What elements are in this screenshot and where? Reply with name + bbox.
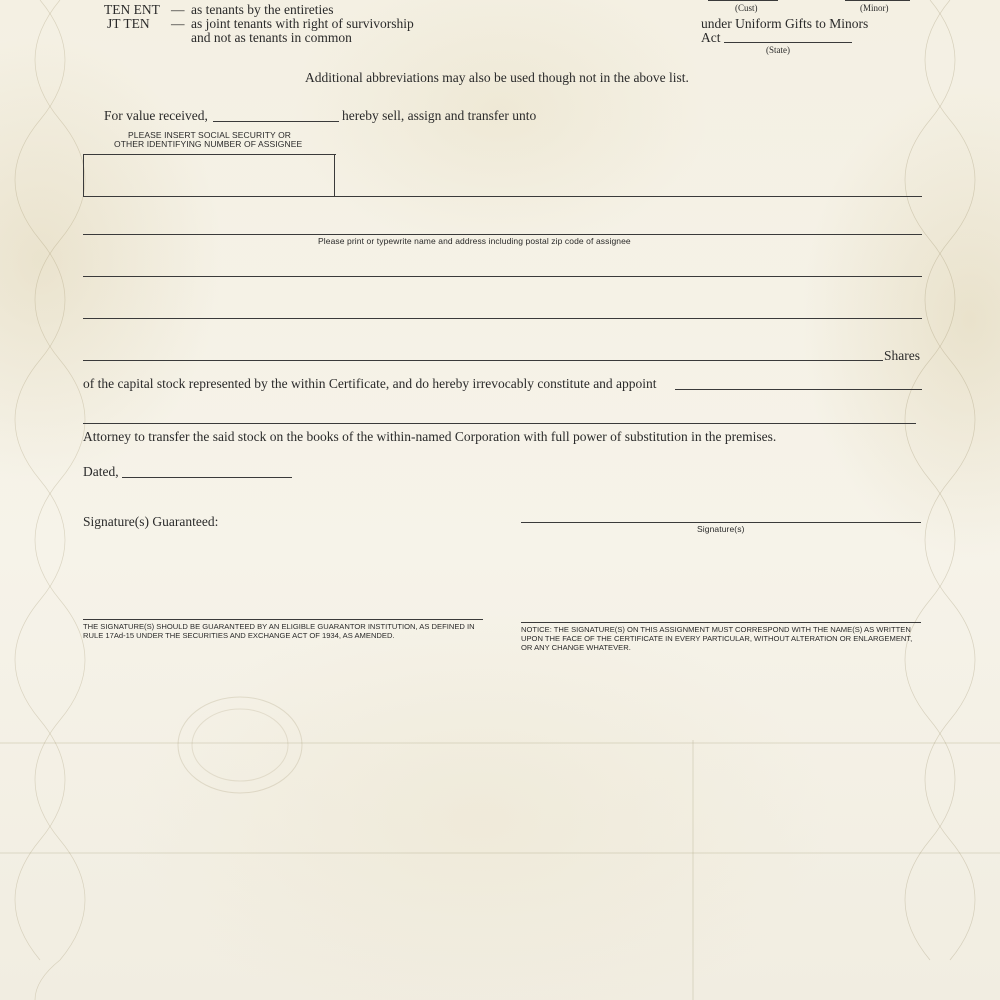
- ssn-input-box-right: [334, 154, 335, 196]
- guarantor-notice: THE SIGNATURE(S) SHOULD BE GUARANTEED BY AN ELIGIBLE GUARANTOR INSTITUTION, AS DEFINED IN RULE 17Ad-15 UNDER THE SECURITIES AND EXCHANGE ACT OF 1934, AS AMENDED.: [83, 622, 475, 640]
- guilloche-ornament-left: [0, 0, 120, 1000]
- attorney-line-2[interactable]: [83, 423, 916, 424]
- ssn-caption-line2: OTHER IDENTIFYING NUMBER OF ASSIGNEE: [114, 139, 303, 149]
- jt-ten-description: as joint tenants with right of survivorship: [191, 16, 414, 31]
- cust-line: [708, 0, 778, 1]
- assignee-line-2[interactable]: [83, 234, 922, 235]
- dated-label: Dated,: [83, 464, 119, 479]
- attorney-text: Attorney to transfer the said stock on the books of the within-named Corporation with full power of substitution in the premises.: [83, 429, 777, 444]
- guarantor-rule: [83, 619, 483, 620]
- value-received-label: For value received,: [104, 108, 208, 123]
- seller-name-line[interactable]: [213, 121, 339, 122]
- ten-ent-description: as tenants by the entireties: [191, 2, 334, 17]
- shares-label: Shares: [884, 348, 920, 363]
- attorney-name-line[interactable]: [675, 389, 922, 390]
- correspond-notice: NOTICE: THE SIGNATURE(S) ON THIS ASSIGNMENT MUST CORRESPOND WITH THE NAME(S) AS WRITTEN UPON THE FACE OF THE CERTIFICATE IN EVERY PARTICULAR, WITHOUT ALTERATION OR ENLARGEMENT, OR ANY CHANGE WHATEVER.: [521, 625, 913, 652]
- ten-ent-dash: —: [171, 2, 185, 17]
- address-line-1[interactable]: [83, 276, 922, 277]
- assignee-line-1[interactable]: [83, 196, 922, 197]
- jt-ten-description-cont: and not as tenants in common: [191, 30, 352, 45]
- state-line[interactable]: [724, 42, 852, 43]
- signature-caption: Signature(s): [697, 524, 745, 534]
- signature-guaranteed-label: Signature(s) Guaranteed:: [83, 514, 219, 529]
- seal-watermark: [170, 690, 310, 800]
- paper-fold-horizontal-lower: [0, 852, 1000, 854]
- signature-line[interactable]: [521, 522, 921, 523]
- paper-fold-vertical: [692, 740, 694, 1000]
- ssn-caption-line1: PLEASE INSERT SOCIAL SECURITY OR: [128, 130, 292, 140]
- ssn-input-box[interactable]: [83, 154, 336, 197]
- minor-line: [845, 0, 910, 1]
- ugma-text: under Uniform Gifts to Minors: [701, 16, 869, 31]
- address-line-2[interactable]: [83, 318, 922, 319]
- cust-caption: (Cust): [735, 3, 758, 13]
- jt-ten-code: JT TEN: [107, 16, 150, 31]
- ten-ent-code: TEN ENT: [104, 2, 160, 17]
- minor-caption: (Minor): [860, 3, 889, 13]
- additional-abbreviations-note: Additional abbreviations may also be used though not in the above list.: [305, 70, 689, 85]
- shares-line[interactable]: [83, 360, 883, 361]
- jt-ten-dash: —: [171, 16, 185, 31]
- address-caption: Please print or typewrite name and address including postal zip code of assignee: [318, 236, 631, 246]
- correspond-rule: [521, 622, 921, 623]
- act-label: Act: [701, 30, 721, 45]
- paper-fold-horizontal: [0, 742, 1000, 744]
- sell-assign-text: hereby sell, assign and transfer unto: [342, 108, 537, 123]
- guilloche-ornament-right: [880, 0, 1000, 1000]
- capital-stock-text: of the capital stock represented by the within Certificate, and do hereby irrevocably constitute and appoint: [83, 376, 657, 391]
- state-caption: (State): [766, 45, 790, 55]
- date-line[interactable]: [122, 477, 292, 478]
